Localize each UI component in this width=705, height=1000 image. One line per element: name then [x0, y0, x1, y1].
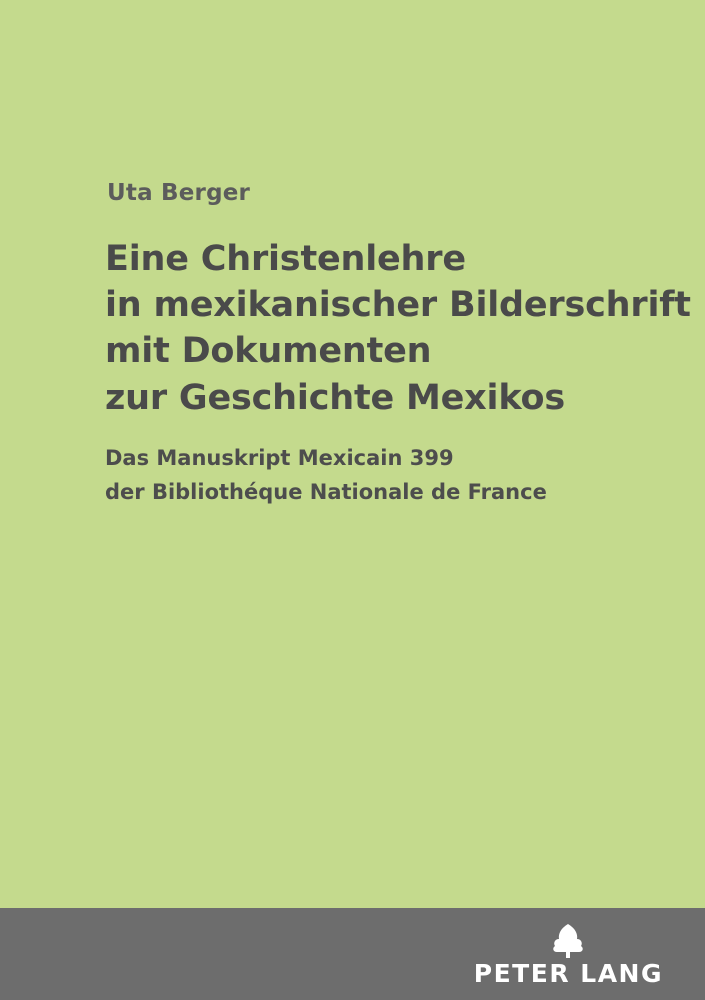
title-line-3: mit Dokumenten — [105, 331, 432, 372]
book-subtitle — [105, 441, 665, 509]
title-line-2: in mexikanischer Bilderschrift — [105, 285, 691, 326]
publisher-name: PETER LANG — [473, 959, 663, 988]
subtitle-line-1: Das Manuskript Mexicain 399 — [105, 446, 454, 470]
author-name: Uta Berger — [107, 180, 251, 206]
peter-lang-tree-icon — [548, 923, 588, 959]
publisher-logo — [474, 923, 663, 986]
title-line-4: zur Geschichte Mexikos — [105, 377, 565, 418]
subtitle-line-2: der Bibliothéque Nationale de France — [105, 480, 547, 505]
title-line-1: Eine Christenlehre — [105, 239, 466, 279]
publisher-band — [0, 908, 705, 1000]
book-title — [105, 236, 691, 421]
